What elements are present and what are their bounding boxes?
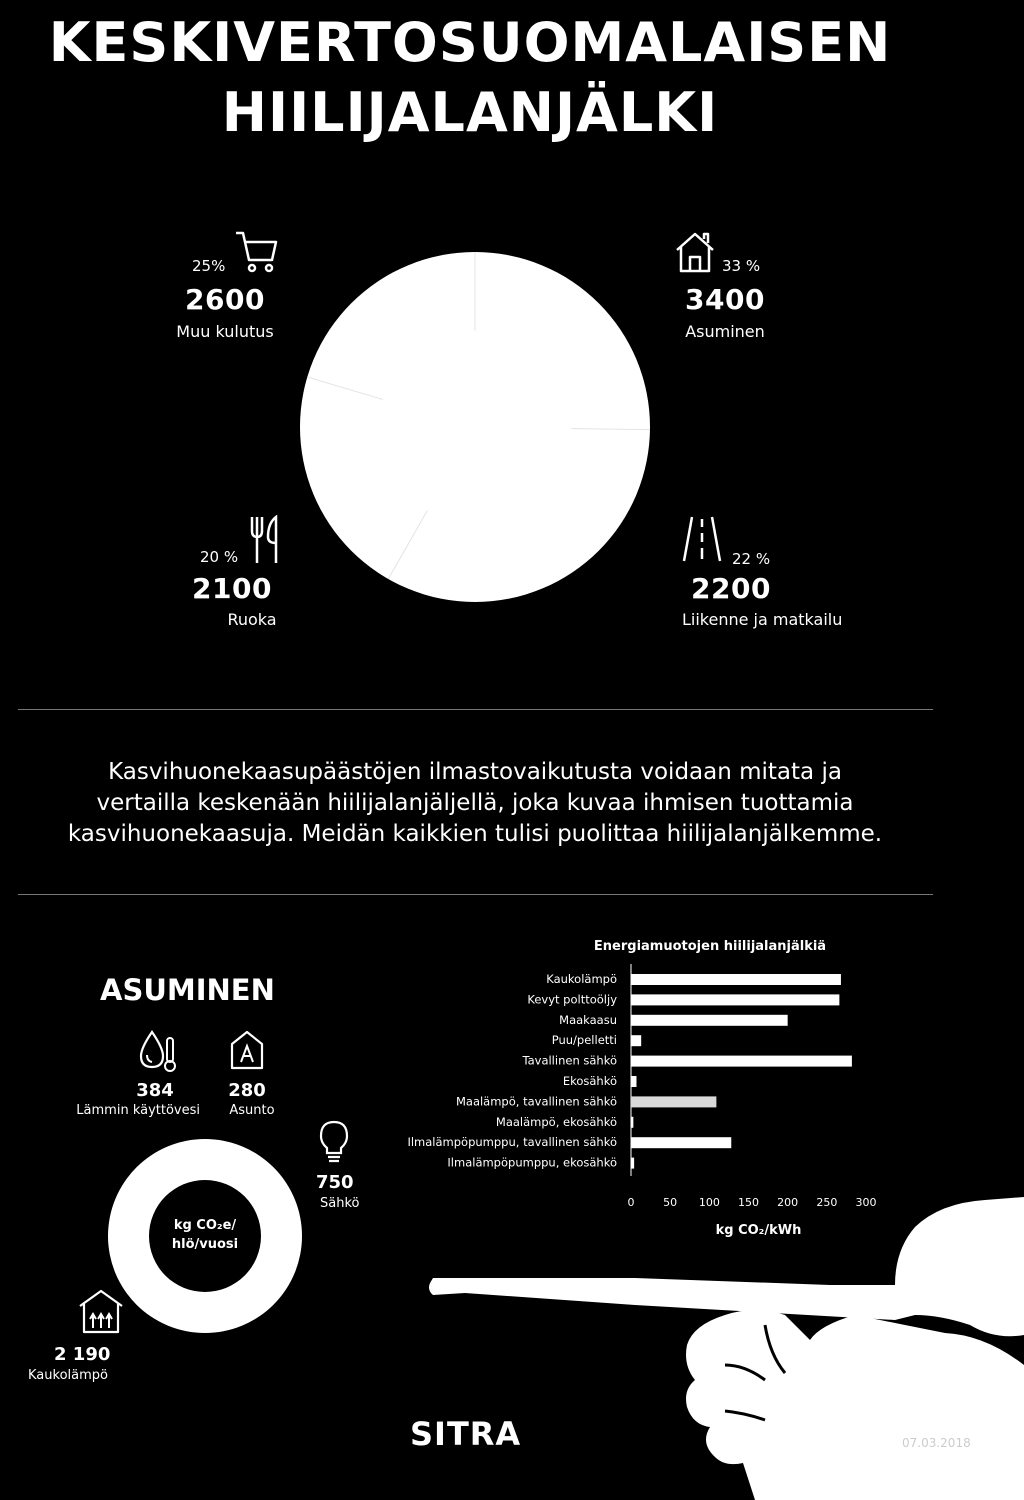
donut-center-line1: kg CO₂e/ (173, 1218, 237, 1233)
bar (631, 994, 839, 1005)
segment-muu-kulutus-value: 2600 (185, 283, 265, 316)
bar-category-label: Maakaasu (559, 1012, 617, 1027)
segment-asuminen-value: 3400 (685, 283, 765, 316)
fork-knife-icon (248, 515, 282, 565)
page-title-line1: KESKIVERTOSUOMALAISEN (48, 11, 892, 74)
divider-top (18, 709, 933, 710)
housing-item-kayttovesi-label: Lämmin käyttövesi (76, 1103, 200, 1118)
bar-chart-title: Energiamuotojen hiilijalanjälkiä (593, 939, 827, 954)
bar (631, 1015, 788, 1026)
housing-item-kayttovesi-value: 384 (136, 1080, 174, 1101)
house-icon (674, 230, 716, 274)
footer-date: 07.03.2018 (902, 1436, 971, 1450)
housing-title: ASUMINEN (100, 973, 275, 1007)
bar (631, 1158, 634, 1169)
road-icon (682, 515, 722, 563)
footprint-pie-chart (300, 252, 652, 604)
sitra-logo-text: SITRA (410, 1418, 522, 1452)
bar-category-label: Tavallinen sähkö (522, 1053, 617, 1068)
housing-item-sahko-label: Sähkö (320, 1196, 360, 1211)
segment-muu-kulutus-pct: 25% (192, 257, 226, 275)
lightbulb-icon (318, 1120, 350, 1166)
housing-item-asunto-value: 280 (228, 1080, 266, 1101)
donut-center-line2: hlö/vuosi (171, 1237, 239, 1252)
segment-asuminen-label: Asuminen (685, 322, 765, 341)
bar (631, 1137, 731, 1148)
housing-item-sahko-value: 750 (316, 1172, 354, 1193)
bar-category-label: Ilmalämpöpumppu, ekosähkö (447, 1155, 617, 1170)
sitra-logo (410, 1418, 544, 1452)
divider-bottom (18, 894, 933, 895)
intro-paragraph (0, 757, 950, 850)
x-tick-label: 250 (816, 1196, 838, 1209)
bar-category-label: Kevyt polttoöljy (527, 992, 617, 1007)
bar-category-label: Puu/pelletti (551, 1033, 617, 1048)
intro-line-2: vertailla keskenään hiilijalanjäljellä, joka kuvaa ihmisen tuottamia (96, 790, 854, 816)
bar-category-label: Maalämpö, tavallinen sähkö (455, 1094, 617, 1109)
shopping-cart-icon (234, 230, 278, 274)
housing-item-kaukolampo-label: Kaukolämpö (28, 1368, 108, 1383)
segment-liikenne-value: 2200 (691, 572, 771, 605)
donut-hole (149, 1180, 261, 1292)
segment-liikenne-pct: 22 % (732, 550, 771, 568)
housing-donut-chart (106, 1137, 304, 1335)
segment-liikenne-label: Liikenne ja matkailu (682, 610, 843, 629)
segment-muu-kulutus-label: Muu kulutus (176, 322, 274, 341)
intro-line-3: kasvihuonekaasuja. Meidän kaikkien tulisi puolittaa hiilijalanjälkemme. (67, 821, 883, 847)
x-tick-label: 200 (777, 1196, 799, 1209)
segment-ruoka-pct: 20 % (200, 548, 239, 566)
bar-category-label: Maalämpö, ekosähkö (495, 1114, 617, 1129)
x-tick-label: 50 (663, 1196, 678, 1209)
page-title-line2: HIILIJALANJÄLKI (221, 81, 719, 144)
bar-category-label: Ekosähkö (562, 1074, 617, 1088)
x-tick-label: 0 (627, 1196, 635, 1209)
bar (631, 1117, 633, 1128)
apartment-icon (230, 1030, 264, 1070)
water-thermometer-icon (138, 1030, 180, 1074)
bar (631, 1056, 852, 1067)
bar-category-label: Ilmalämpöpumppu, tavallinen sähkö (407, 1135, 617, 1150)
x-tick-label: 100 (698, 1196, 720, 1209)
bar (631, 1035, 641, 1046)
intro-line-1: Kasvihuonekaasupäästöjen ilmastovaikutusta voidaan mitata ja (108, 759, 842, 785)
x-tick-label: 300 (855, 1196, 877, 1209)
segment-ruoka-value: 2100 (192, 572, 272, 605)
segment-asuminen-pct: 33 % (722, 257, 761, 275)
housing-item-asunto-label: Asunto (229, 1103, 275, 1118)
segment-ruoka-label: Ruoka (227, 610, 277, 629)
bar-category-label: Kaukolämpö (546, 972, 617, 986)
housing-item-kaukolampo-value: 2 190 (54, 1344, 111, 1365)
x-axis-label: kg CO₂/kWh (715, 1223, 802, 1238)
bar (631, 1076, 636, 1087)
bar (631, 974, 841, 985)
bar (631, 1096, 716, 1107)
x-tick-label: 150 (738, 1196, 759, 1209)
